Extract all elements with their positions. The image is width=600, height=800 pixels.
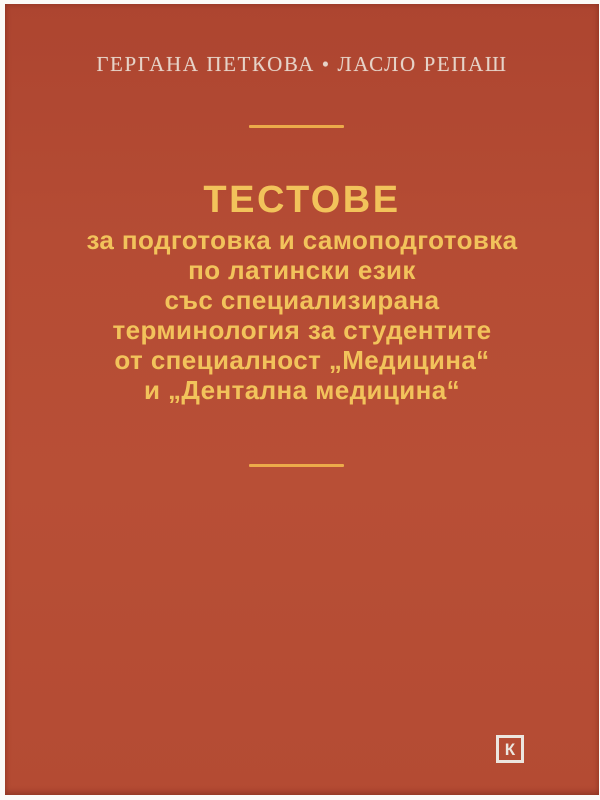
subtitle-line: по латински език: [188, 255, 416, 285]
subtitle-line: и „Дентална медицина“: [143, 375, 461, 405]
book-cover: [5, 4, 599, 795]
separator-rule-top: [249, 125, 344, 128]
separator-rule-bottom: [249, 464, 344, 467]
subtitle-line: от специалност „Медицина“: [114, 345, 490, 375]
subtitle-line: за подготовка и самоподготовка: [86, 225, 518, 255]
book-title: ТЕСТОВЕ: [203, 179, 401, 221]
book-subtitle: [5, 225, 599, 405]
publisher-logo-letter: К: [504, 739, 516, 759]
authors-line: ГЕРГАНА ПЕТКОВА • ЛАСЛО РЕПАШ: [96, 52, 508, 76]
publisher-logo: [496, 735, 524, 763]
subtitle-line: със специализирана: [164, 285, 440, 315]
subtitle-line: терминология за студентите: [112, 315, 492, 345]
